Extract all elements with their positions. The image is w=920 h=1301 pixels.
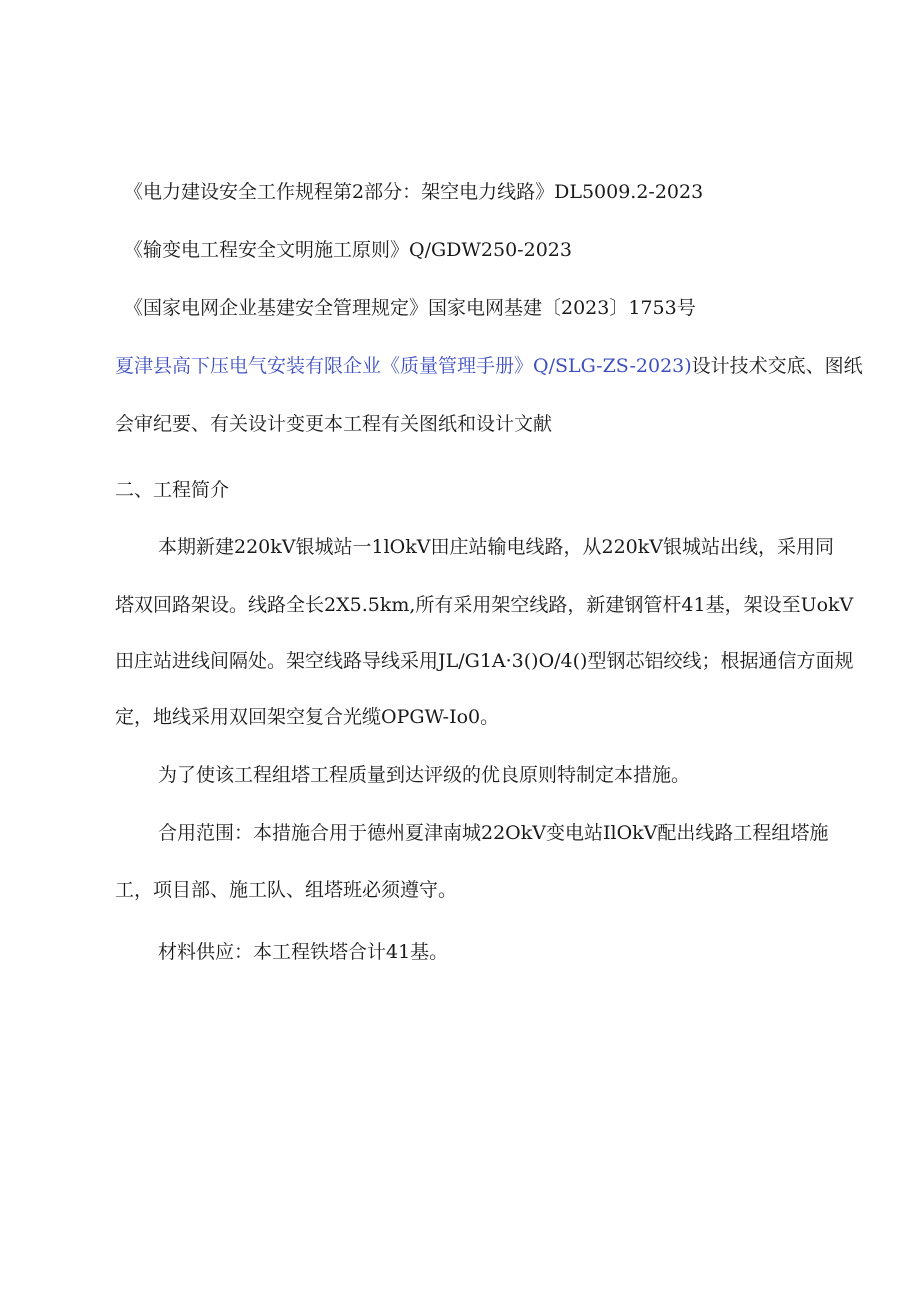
- reference-line-4-tail: 设计技术交底、图纸: [691, 355, 863, 377]
- materials-paragraph: 材料供应：本工程铁塔合计41基。: [158, 941, 449, 963]
- reference-line-2: 《输变电工程安全文明施工原则》Q/GDW250-2023: [124, 239, 572, 261]
- section-heading: 二、工程简介: [115, 479, 230, 501]
- overview-line-2: 塔双回路架设。线路全长2X5.5km,所有采用架空线路，新建钢管杆41基，架设至UokV: [115, 594, 854, 616]
- scope-line-1: 合用范围：本措施合用于德州夏津南城22OkV变电站IlOkV配出线路工程组塔施: [158, 822, 829, 844]
- purpose-paragraph: 为了使该工程组塔工程质量到达评级的优良原则特制定本措施。: [158, 764, 691, 786]
- overview-line-3: 田庄站进线间隔处。架空线路导线采用JL/G1A·3()O/4()型钢芯铝绞线；根据通信方面规: [115, 650, 854, 672]
- scope-line-2: 工，项目部、施工队、组塔班必须遵守。: [115, 879, 458, 901]
- overview-line-4: 定，地线采用双回架空复合光缆OPGW-Io0。: [115, 706, 500, 728]
- reference-line-3: 《国家电网企业基建安全管理规定》国家电网基建〔2023〕1753号: [124, 297, 696, 319]
- overview-line-1: 本期新建220kV银城站一1lOkV田庄站输电线路，从220kV银城站出线，采用同: [158, 536, 834, 558]
- reference-line-4: [115, 357, 863, 376]
- quality-manual-reference: 夏津县高下压电气安装有限企业《质量管理手册》Q/SLG-ZS-2023): [115, 355, 692, 377]
- reference-line-1: 《电力建设安全工作规程第2部分：架空电力线路》DL5009.2-2023: [124, 181, 704, 203]
- reference-line-5: 会审纪要、有关设计变更本工程有关图纸和设计文献: [115, 413, 553, 435]
